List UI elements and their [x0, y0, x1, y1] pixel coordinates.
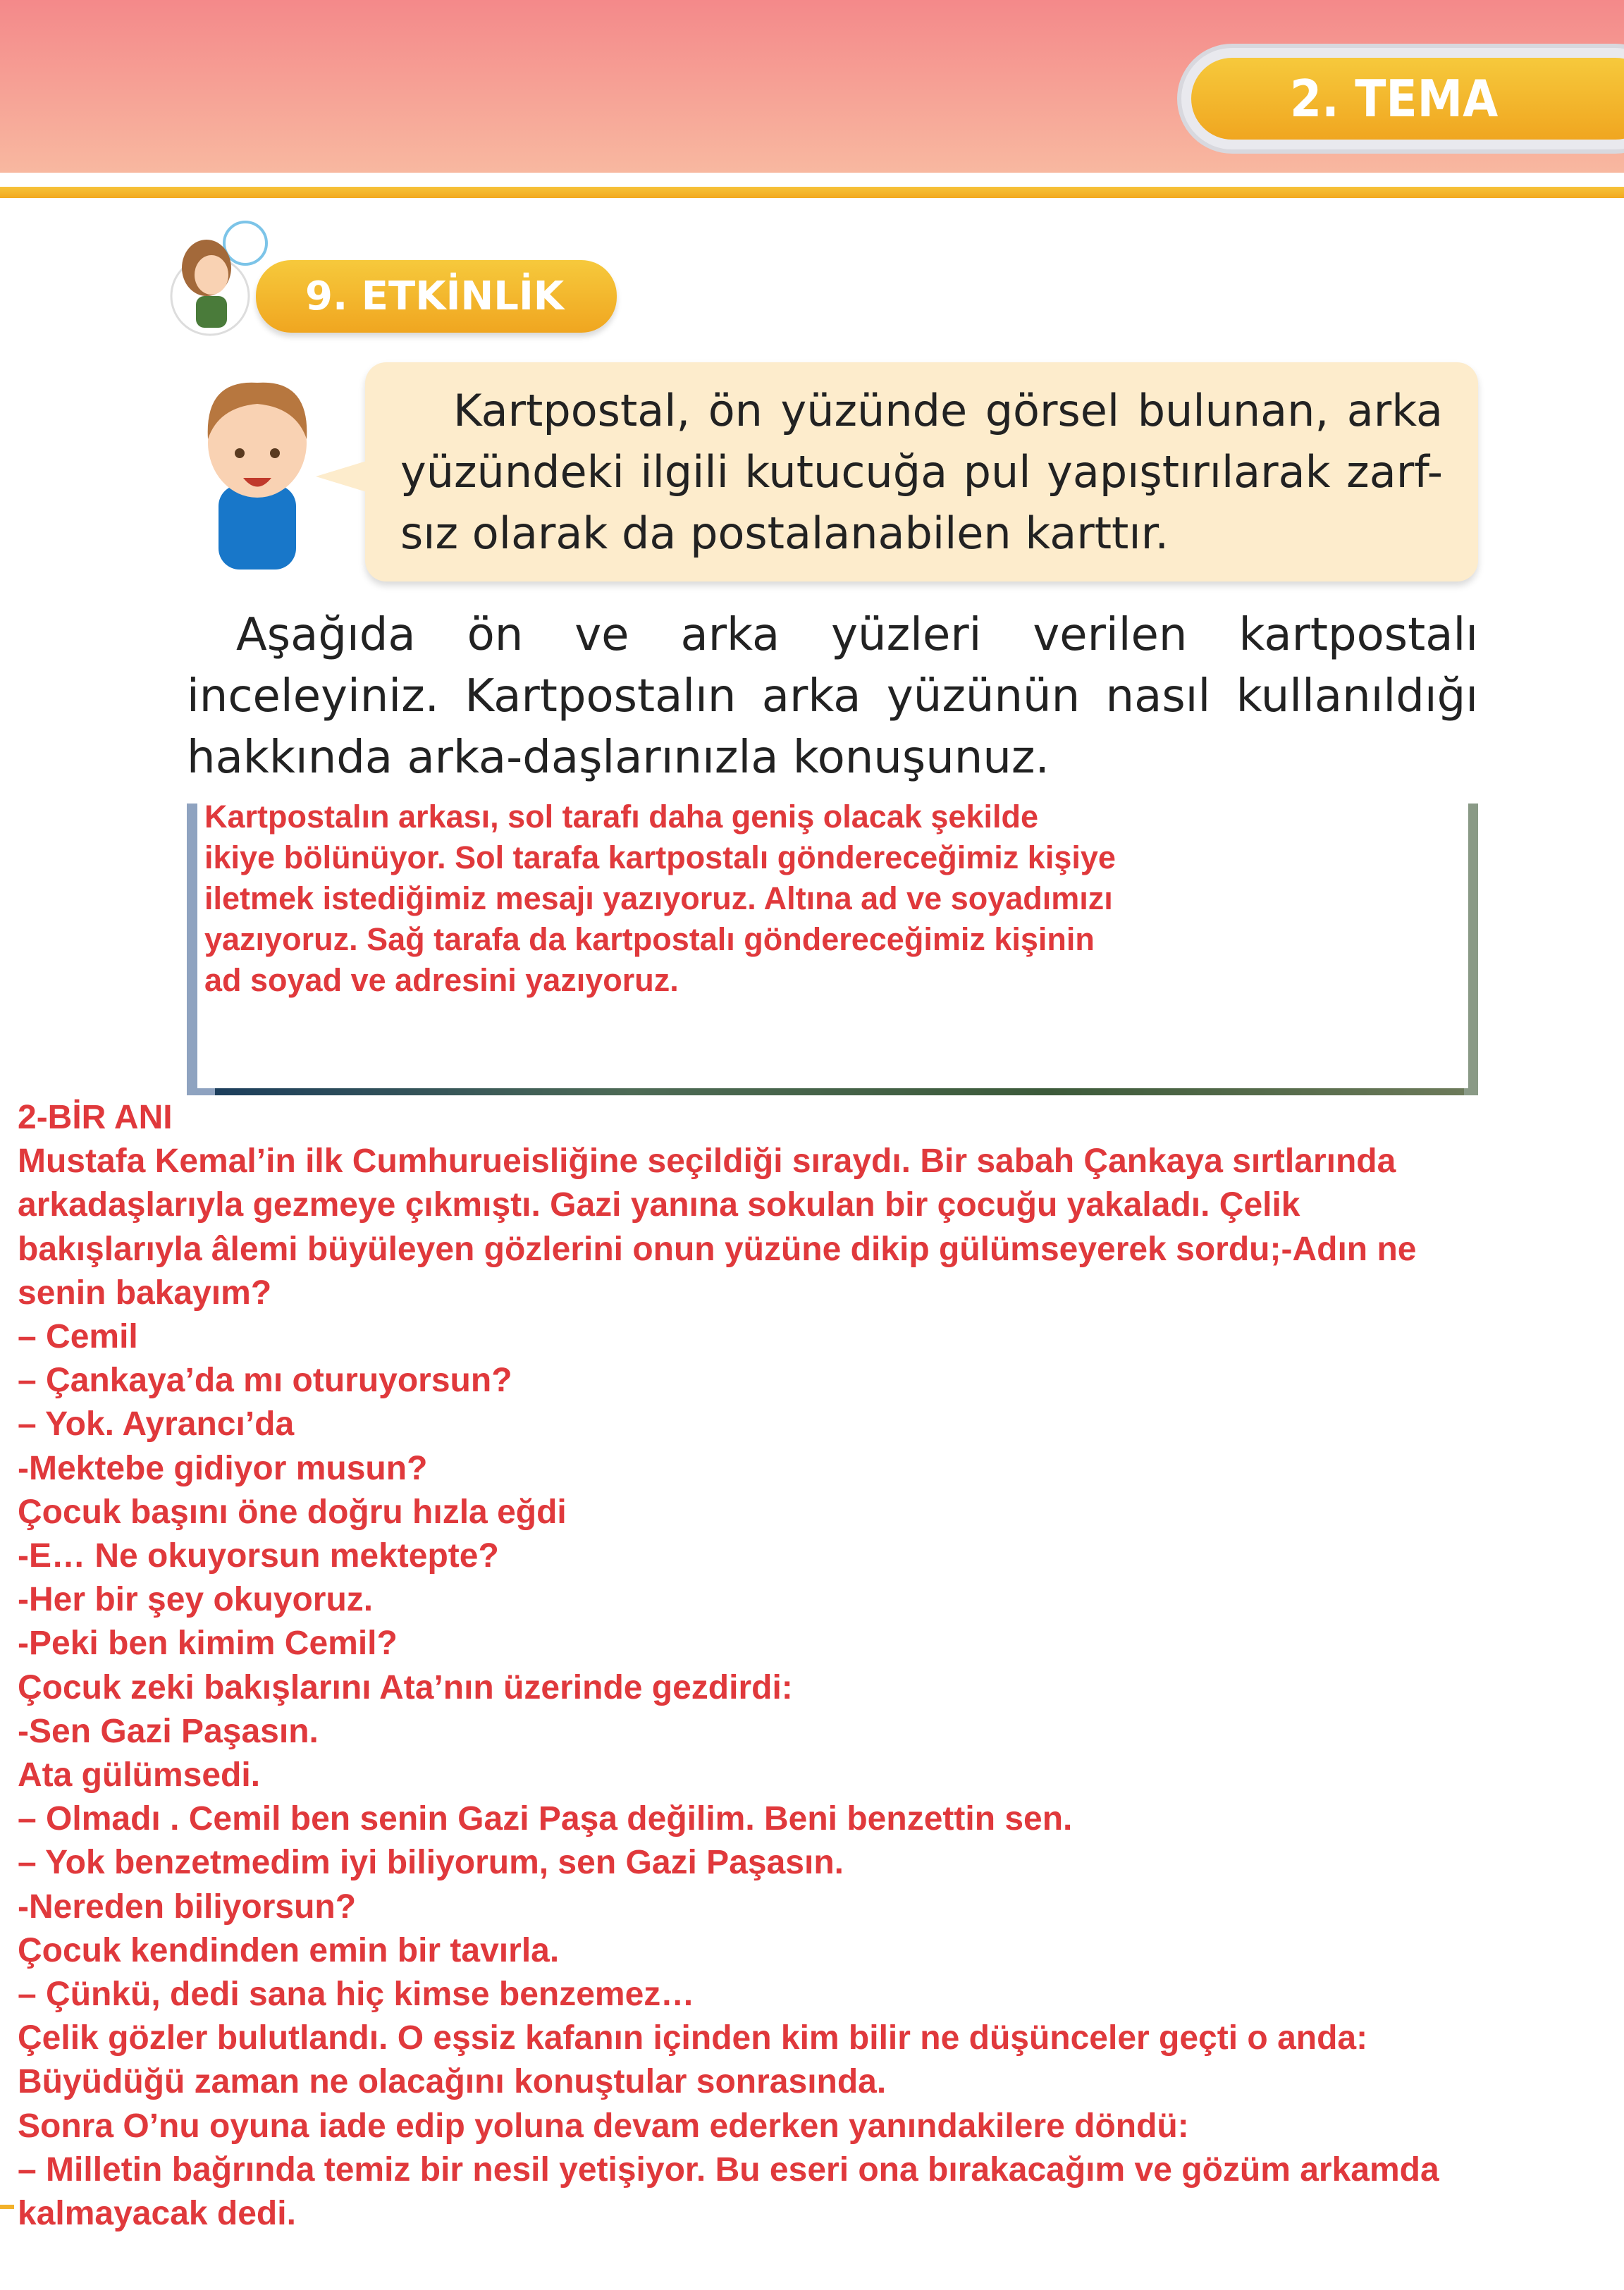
story-line: kalmayacak dedi.: [18, 2195, 296, 2233]
girl-character-icon: [168, 218, 273, 337]
story-line: -Mektebe gidiyor musun?: [18, 1449, 428, 1487]
story-line: – Cemil: [18, 1318, 138, 1356]
story-line: bakışlarıyla âlemi büyüleyen gözlerini onun yüzüne dikip gülümseyerek sordu;-Adın ne: [18, 1230, 1417, 1268]
story-line: arkadaşlarıyla gezmeye çıkmıştı. Gazi yanına sokulan bir çocuğu yakaladı. Çelik: [18, 1186, 1300, 1224]
answer-line: ikiye bölünüyor. Sol tarafa kartpostalı göndereceğimiz kişiye: [204, 839, 1116, 875]
story-line: Çocuk kendinden emin bir tavırla.: [18, 1931, 560, 1969]
story-line: -Her bir şey okuyoruz.: [18, 1581, 374, 1619]
story-line: -Nereden biliyorsun?: [18, 1888, 357, 1926]
answer-line: iletmek istediğimiz mesajı yazıyoruz. Altına ad ve soyadımızı: [204, 880, 1113, 916]
activity-label: 9. ETKİNLİK: [305, 273, 565, 319]
activity-badge: [256, 260, 617, 333]
story-line: -E… Ne okuyorsun mektepte?: [18, 1537, 499, 1575]
theme-badge: [1177, 44, 1624, 154]
story-line: Mustafa Kemal’in ilk Cumhurueisliğine seçildiği sıraydı. Bir sabah Çankaya sırtlarında: [18, 1143, 1396, 1181]
story-line: Çocuk zeki bakışlarını Ata’nın üzerinde gezdirdi:: [18, 1668, 793, 1706]
story-line: Sonra O’nu oyuna iade edip yoluna devam ederken yanındakilere döndü:: [18, 2107, 1189, 2145]
story-line: Çelik gözler bulutlandı. O eşsiz kafanın içinden kim bilir ne düşünceler geçti o anda:: [18, 2019, 1368, 2057]
story-line: -Sen Gazi Paşasın.: [18, 1712, 319, 1750]
story-line: -Peki ben kimim Cemil?: [18, 1625, 398, 1663]
story-line: Çocuk başını öne doğru hızla eğdi: [18, 1493, 567, 1531]
story-line: – Çünkü, dedi sana hiç kimse benzemez…: [18, 1976, 695, 2014]
answer-box: [197, 796, 1468, 1088]
header-divider: [0, 187, 1624, 198]
instructions-text: Aşağıda ön ve arka yüzleri verilen kartpostalı inceleyiniz. Kartpostalın arka yüzünün nasıl kullanıldığı hakkında arka-daşlarınızla konuşunuz.: [187, 609, 1478, 784]
story-line: – Olmadı . Cemil ben senin Gazi Paşa değilim. Beni benzettin sen.: [18, 1800, 1073, 1838]
story-line: – Yok benzetmedim iyi biliyorum, sen Gazi Paşasın.: [18, 1844, 844, 1882]
story-line: – Yok. Ayrancı’da: [18, 1405, 295, 1443]
boy-character-icon: [190, 372, 324, 573]
story-line: Büyüdüğü zaman ne olacağını konuştular sonrasında.: [18, 2063, 887, 2101]
theme-label: 2. TEMA: [1290, 69, 1499, 128]
story-title: 2-BİR ANI: [18, 1099, 173, 1136]
answer-line: Kartpostalın arkası, sol tarafı daha geniş olacak şekilde: [204, 799, 1038, 835]
definition-speech-bubble: [365, 362, 1478, 581]
story-line: senin bakayım?: [18, 1274, 272, 1312]
story-line: Ata gülümsedi.: [18, 1756, 261, 1795]
page-edge-mark: [0, 2205, 14, 2209]
story-line: – Milletin bağrında temiz bir nesil yetişiyor. Bu eseri ona bırakacağım ve gözüm arkamda: [18, 2150, 1439, 2189]
story-section: [18, 1096, 1624, 2236]
definition-text: Kartpostal, ön yüzünde görsel bulunan, arka yüzündeki ilgili kutucuğa pul yapıştırılarak zarf-sız olarak da postalanabilen karttır.: [400, 385, 1443, 559]
answer-line: ad soyad ve adresini yazıyoruz.: [204, 962, 679, 998]
answer-line: yazıyoruz. Sağ tarafa da kartpostalı göndereceğimiz kişinin: [204, 921, 1095, 957]
story-line: – Çankaya’da mı oturuyorsun?: [18, 1362, 512, 1400]
